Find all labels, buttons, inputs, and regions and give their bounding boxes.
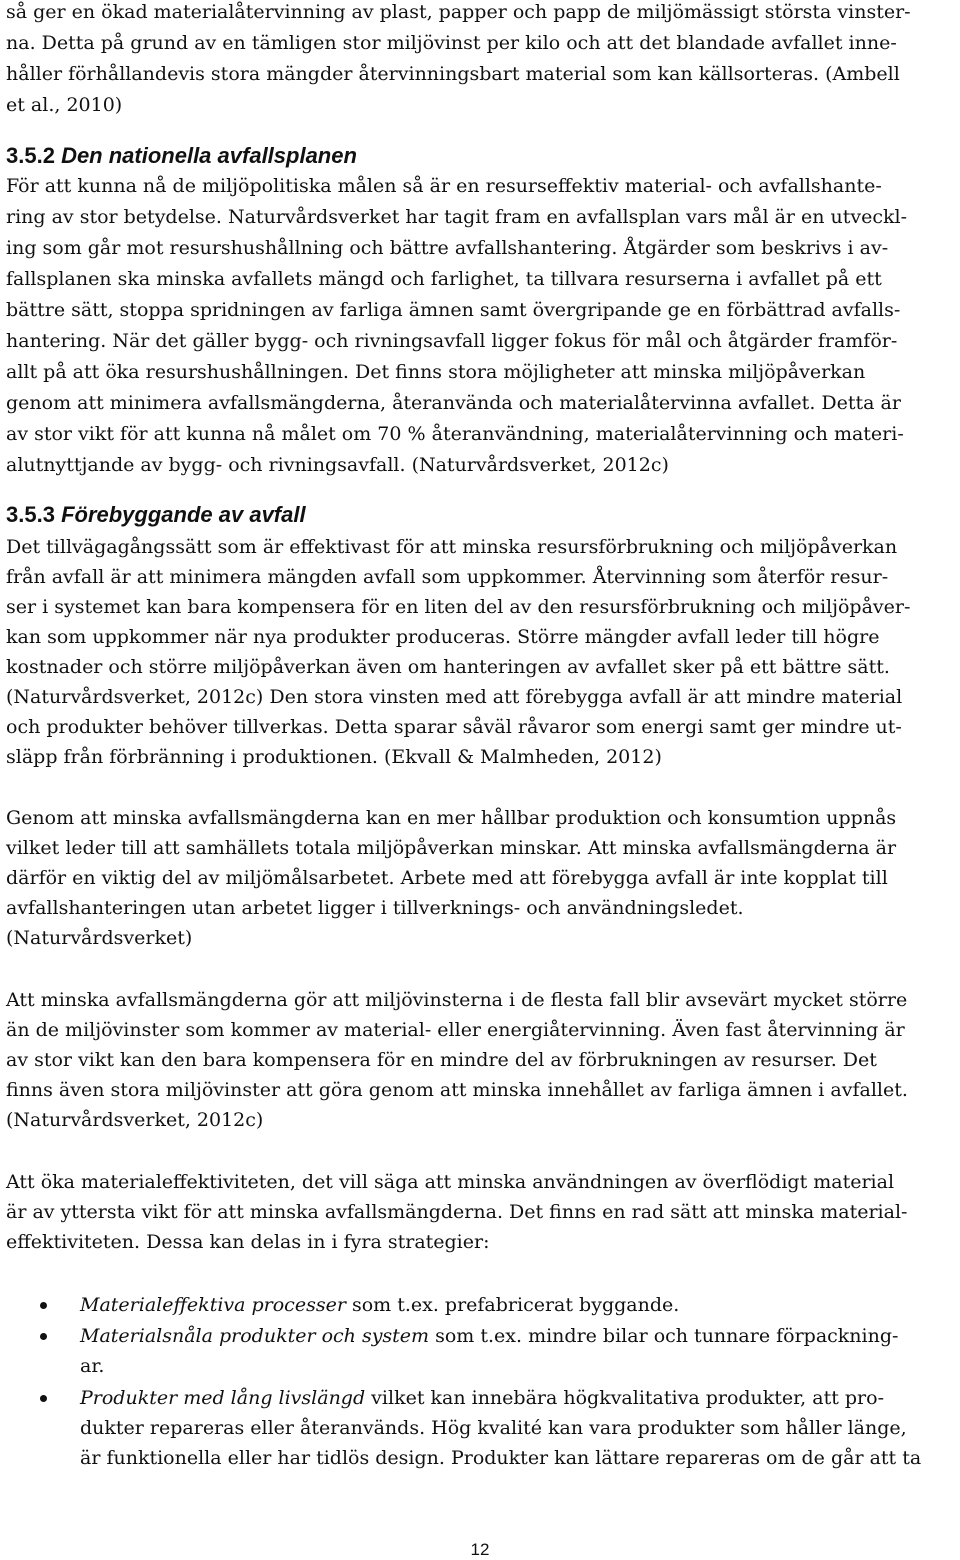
- text-line: et al., 2010): [6, 94, 123, 116]
- bullet-text-line: [80, 1386, 884, 1410]
- bullet-text-line: ar.: [80, 1355, 105, 1377]
- text-line: Att minska avfallsmängderna gör att miljövinsterna i de flesta fall blir avsevärt mycket större: [6, 989, 908, 1011]
- text-line: genom att minimera avfallsmängderna, återanvända och materialåtervinna avfallet. Detta är: [6, 392, 901, 414]
- text-line: allt på att öka resurshushållningen. Det finns stora möjligheter att minska miljöpåverkan: [6, 361, 866, 383]
- section-heading: [6, 502, 306, 528]
- text-line: ring av stor betydelse. Naturvårdsverket har tagit fram en avfallsplan vars mål är en utveckl-: [6, 206, 908, 228]
- text-line: alutnyttjande av bygg- och rivningsavfall. (Naturvårdsverket, 2012c): [6, 454, 669, 476]
- bullet-term: Produkter med lång livslängd: [80, 1387, 366, 1409]
- text-line: Genom att minska avfallsmängderna kan en mer hållbar produktion och konsumtion uppnås: [6, 807, 897, 829]
- text-line: än de miljövinster som kommer av material- eller energiåtervinning. Även fast återvinning är: [6, 1019, 905, 1041]
- bullet-term: Materialeffektiva processer: [80, 1294, 346, 1316]
- text-line: av stor vikt kan den bara kompensera för en mindre del av förbrukningen av resurser. Det: [6, 1049, 877, 1071]
- bullet-text: som t.ex. mindre bilar och tunnare förpackning-: [429, 1325, 899, 1347]
- text-line: släpp från förbränning i produktionen. (Ekvall & Malmheden, 2012): [6, 746, 662, 768]
- bullet-text: som t.ex. prefabricerat byggande.: [345, 1294, 680, 1316]
- text-line: (Naturvårdsverket, 2012c) Den stora vinsten med att förebygga avfall är att mindre material: [6, 686, 903, 708]
- bullet-text: vilket kan innebära högkvalitativa produkter, att pro-: [365, 1387, 884, 1409]
- text-line: kostnader och större miljöpåverkan även om hanteringen av avfallet sker på ett bättre sätt.: [6, 656, 890, 678]
- text-line: bättre sätt, stoppa spridningen av farliga ämnen samt övergripande ge en förbättrad avfalls-: [6, 299, 901, 321]
- text-line: ser i systemet kan bara kompensera för en liten del av den resursförbrukning och miljöpåver-: [6, 596, 911, 618]
- text-line: (Naturvårdsverket, 2012c): [6, 1109, 264, 1131]
- text-line: avfallshanteringen utan arbetet ligger i tillverknings- och användningsledet.: [6, 897, 744, 919]
- bullet-text-line: [80, 1324, 898, 1348]
- bullet-text-line: dukter repareras eller återanvänds. Hög kvalité kan vara produkter som håller länge,: [80, 1417, 907, 1439]
- text-line: därför en viktig del av miljömålsarbetet. Arbete med att förebygga avfall är inte kopplat till: [6, 867, 888, 889]
- section-title: Den nationella avfallsplanen: [61, 143, 357, 168]
- text-line: hantering. När det gäller bygg- och rivningsavfall ligger fokus för mål och åtgärder framför-: [6, 330, 898, 352]
- section-number: 3.5.2: [6, 143, 55, 168]
- section-heading: [6, 143, 357, 169]
- text-line: och produkter behöver tillverkas. Detta sparar såväl råvaror som energi samt ger mindre ut-: [6, 716, 902, 738]
- page-number: 12: [470, 1540, 490, 1559]
- text-line: från avfall är att minimera mängden avfall som uppkommer. Återvinning som återför resur-: [6, 566, 889, 588]
- bullet-text-line: [80, 1293, 679, 1317]
- text-line: så ger en ökad materialåtervinning av plast, papper och papp de miljömässigt största vinster-: [6, 1, 911, 23]
- bullet-dot: [40, 1333, 47, 1340]
- text-line: effektiviteten. Dessa kan delas in i fyra strategier:: [6, 1231, 490, 1253]
- bullet-dot: [40, 1302, 47, 1309]
- text-line: kan som uppkommer när nya produkter produceras. Större mängder avfall leder till högre: [6, 626, 880, 648]
- text-line: Att öka materialeffektiviteten, det vill säga att minska användningen av överflödigt material: [6, 1171, 895, 1193]
- text-line: ing som går mot resurshushållning och bättre avfallshantering. Åtgärder som beskrivs i av-: [6, 237, 889, 259]
- bullet-term: Materialsnåla produkter och system: [80, 1325, 430, 1347]
- text-line: är av yttersta vikt för att minska avfallsmängderna. Det finns en rad sätt att minska material-: [6, 1201, 908, 1223]
- section-number: 3.5.3: [6, 502, 55, 527]
- bullet-dot: [40, 1395, 47, 1402]
- text-line: fallsplanen ska minska avfallets mängd och farlighet, ta tillvara resurserna i avfallet på ett: [6, 268, 882, 290]
- text-line: (Naturvårdsverket): [6, 927, 193, 949]
- text-line: finns även stora miljövinster att göra genom att minska innehållet av farliga ämnen i avfallet.: [6, 1079, 908, 1101]
- text-line: na. Detta på grund av en tämligen stor miljövinst per kilo och att det blandade avfallet inne-: [6, 32, 897, 54]
- text-line: vilket leder till att samhällets totala miljöpåverkan minskar. Att minska avfallsmängderna är: [6, 837, 897, 859]
- bullet-text-line: är funktionella eller har tidlös design. Produkter kan lättare repareras om de går att ta: [80, 1447, 922, 1469]
- text-line: För att kunna nå de miljöpolitiska målen så är en resurseffektiv material- och avfallshante-: [6, 175, 882, 197]
- text-line: Det tillvägagångssätt som är effektivast för att minska resursförbrukning och miljöpåverkan: [6, 536, 898, 558]
- section-title: Förebyggande av avfall: [61, 502, 306, 527]
- text-line: håller förhållandevis stora mängder återvinningsbart material som kan källsorteras. (Ambell: [6, 63, 900, 85]
- text-line: av stor vikt för att kunna nå målet om 70 % återanvändning, materialåtervinning och materi-: [6, 423, 904, 445]
